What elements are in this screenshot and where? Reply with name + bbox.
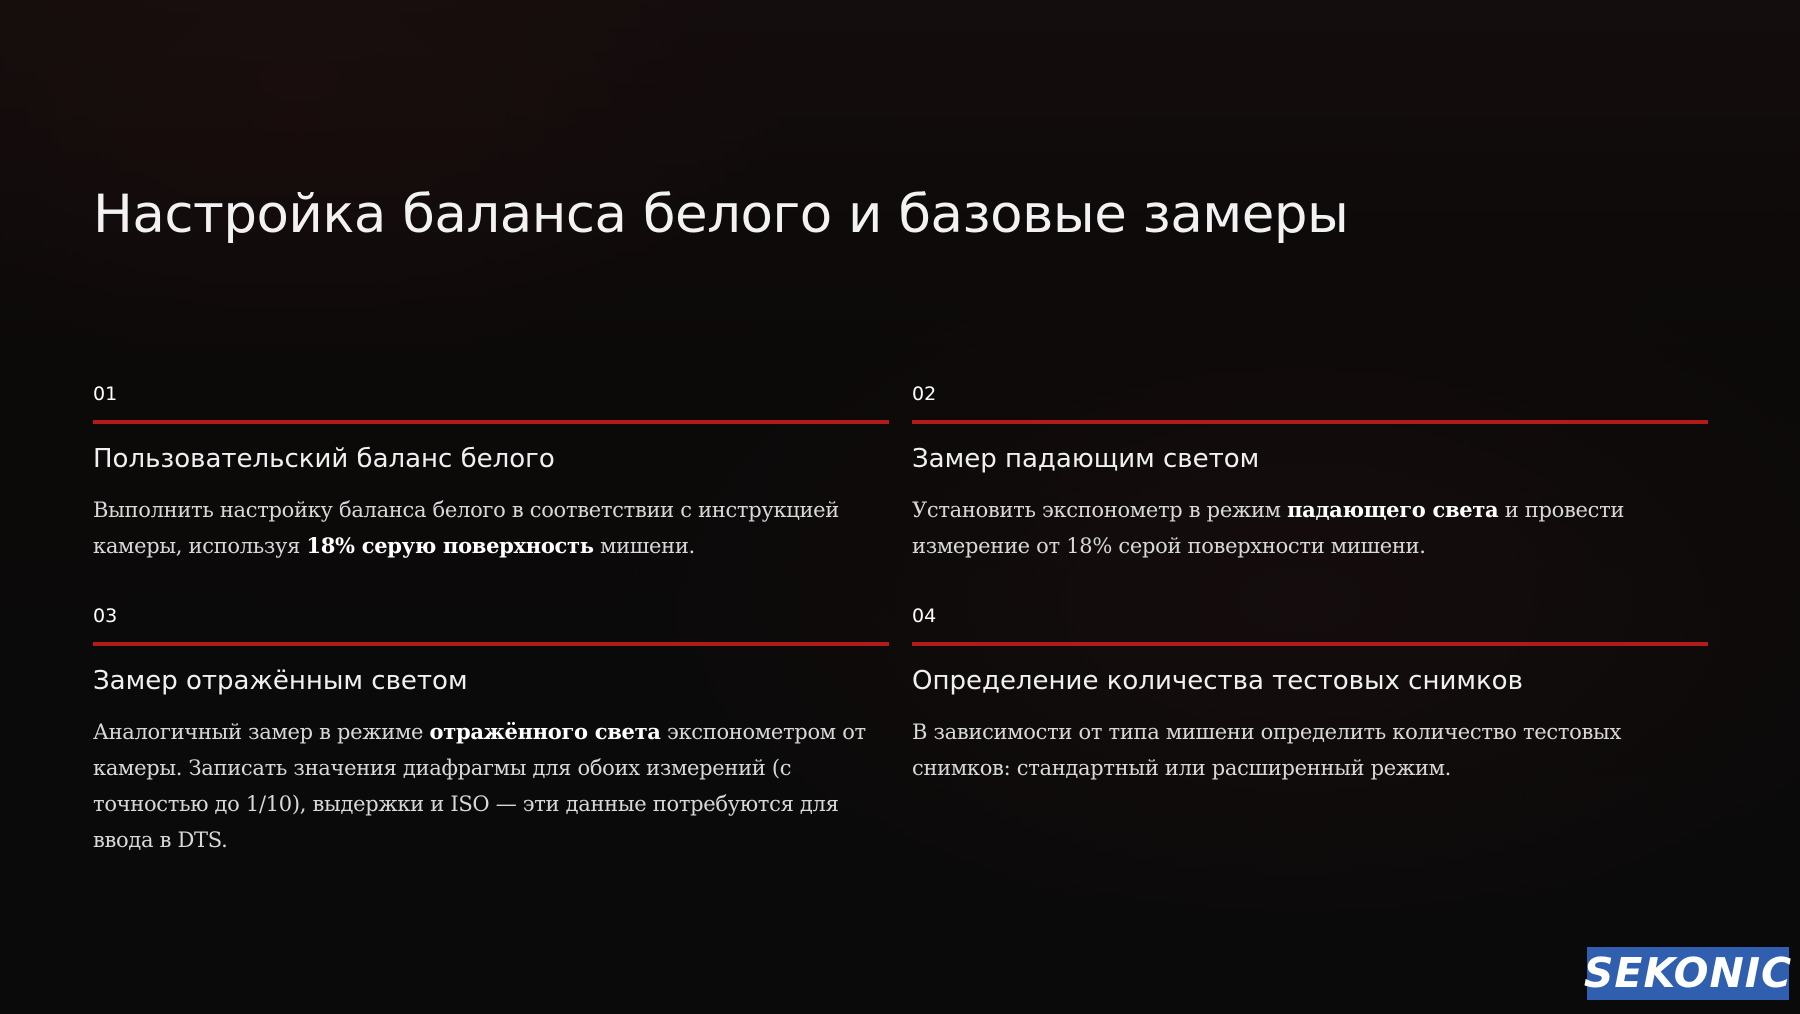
step-title: Замер падающим светом — [912, 444, 1260, 474]
step-description-text: и провести измерение от 18% серой поверхности мишени. — [912, 498, 1625, 558]
step-description-text: В зависимости от типа мишени определить количество тестовых снимков: стандартный или расширенный режим. — [912, 720, 1621, 780]
step-card-01 — [93, 382, 889, 564]
step-description-text: Выполнить настройку баланса белого в соответствии с инструкцией камеры, используя — [93, 498, 839, 558]
step-description-text: экспонометром от камеры. Записать значения диафрагмы для обоих измерений (с точностью до 1/10), выдержки и ISO — эти данные потребуются для ввода в DTS. — [93, 720, 866, 852]
step-description-emphasis: 18% серую поверхность — [306, 533, 594, 558]
step-description — [912, 492, 1708, 564]
step-card-03 — [93, 604, 889, 858]
step-divider — [912, 642, 1708, 646]
step-divider — [93, 642, 889, 646]
step-number: 02 — [912, 383, 937, 405]
step-card-02 — [912, 382, 1708, 564]
step-title: Пользовательский баланс белого — [93, 444, 555, 474]
step-description-text: Установить экспонометр в режим — [912, 498, 1288, 522]
step-description — [93, 492, 889, 564]
step-divider — [912, 420, 1708, 424]
step-description-emphasis: отражённого света — [429, 719, 661, 744]
logo-text: SEKONIC — [1583, 949, 1793, 997]
step-description — [912, 714, 1708, 786]
sekonic-logo — [1583, 947, 1793, 1000]
step-divider — [93, 420, 889, 424]
step-description — [93, 714, 889, 858]
step-title: Замер отражённым светом — [93, 666, 468, 696]
step-description-emphasis: падающего света — [1287, 497, 1499, 522]
step-description-text: мишени. — [593, 534, 695, 558]
slide-title: Настройка баланса белого и базовые замеры — [93, 184, 1349, 245]
step-number: 04 — [912, 605, 937, 627]
step-title: Определение количества тестовых снимков — [912, 666, 1523, 696]
step-description-text: Аналогичный замер в режиме — [93, 720, 430, 744]
step-number: 03 — [93, 605, 118, 627]
step-number: 01 — [93, 383, 118, 405]
step-card-04 — [912, 604, 1708, 786]
